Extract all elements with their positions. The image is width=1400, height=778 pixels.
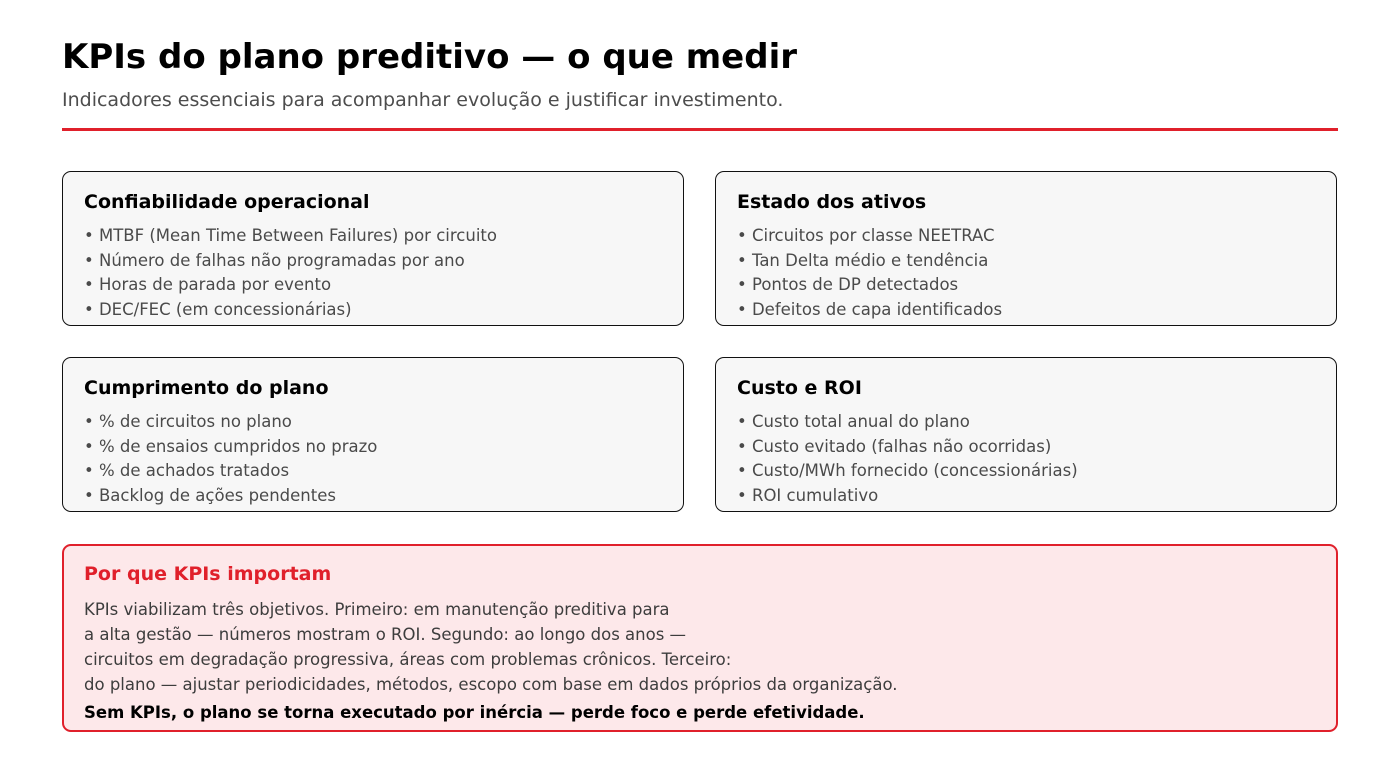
kpi-card-confiabilidade: [62, 171, 684, 326]
callout-line: do plano — ajustar periodicidades, métodos, escopo com base em dados próprios da organização.: [84, 675, 898, 694]
list-item: • DEC/FEC (em concessionárias): [84, 300, 352, 320]
list-item: • Custo evitado (falhas não ocorridas): [737, 436, 1052, 456]
kpi-card-custo-roi: [715, 357, 1337, 512]
list-item: • Custo/MWh fornecido (concessionárias): [737, 461, 1078, 481]
list-item: • Custo total anual do plano: [737, 412, 970, 431]
card-title: Custo e ROI: [737, 377, 862, 399]
list-item: • Defeitos de capa identificados: [737, 300, 1003, 320]
list-item: • Horas de parada por evento: [84, 275, 332, 295]
list-item: • MTBF (Mean Time Between Failures) por circuito: [84, 226, 497, 245]
card-list: [84, 224, 663, 323]
callout-box: [62, 544, 1338, 732]
kpi-card-estado-ativos: [715, 171, 1337, 326]
callout-emphasis: Sem KPIs, o plano se torna executado por inércia — perde foco e perde efetividade.: [84, 703, 865, 722]
list-item: • Número de falhas não programadas por ano: [84, 250, 465, 270]
list-item: • Tan Delta médio e tendência: [737, 250, 989, 270]
list-item: • Circuitos por classe NEETRAC: [737, 226, 995, 245]
card-title: Confiabilidade operacional: [84, 191, 370, 213]
kpi-card-cumprimento: [62, 357, 684, 512]
card-title: Cumprimento do plano: [84, 377, 329, 399]
list-item: • ROI cumulativo: [737, 486, 879, 506]
list-item: • % de achados tratados: [84, 461, 290, 481]
card-list: [84, 410, 663, 509]
list-item: • Pontos de DP detectados: [737, 275, 959, 295]
card-list: [737, 410, 1316, 509]
card-title: Estado dos ativos: [737, 191, 927, 213]
title-divider: [62, 128, 1338, 131]
list-item: • % de circuitos no plano: [84, 412, 292, 431]
callout-line: a alta gestão — números mostram o ROI. Segundo: ao longo dos anos —: [84, 625, 687, 644]
list-item: • % de ensaios cumpridos no prazo: [84, 436, 378, 456]
callout-line: KPIs viabilizam três objetivos. Primeiro: em manutenção preditiva para: [84, 600, 670, 619]
card-list: [737, 224, 1316, 323]
page-subtitle: Indicadores essenciais para acompanhar evolução e justificar investimento.: [62, 89, 784, 111]
callout-line: circuitos em degradação progressiva, áreas com problemas crônicos. Terceiro:: [84, 650, 732, 669]
list-item: • Backlog de ações pendentes: [84, 486, 336, 506]
callout-title: Por que KPIs importam: [84, 563, 332, 585]
page-title: KPIs do plano preditivo — o que medir: [62, 37, 798, 77]
